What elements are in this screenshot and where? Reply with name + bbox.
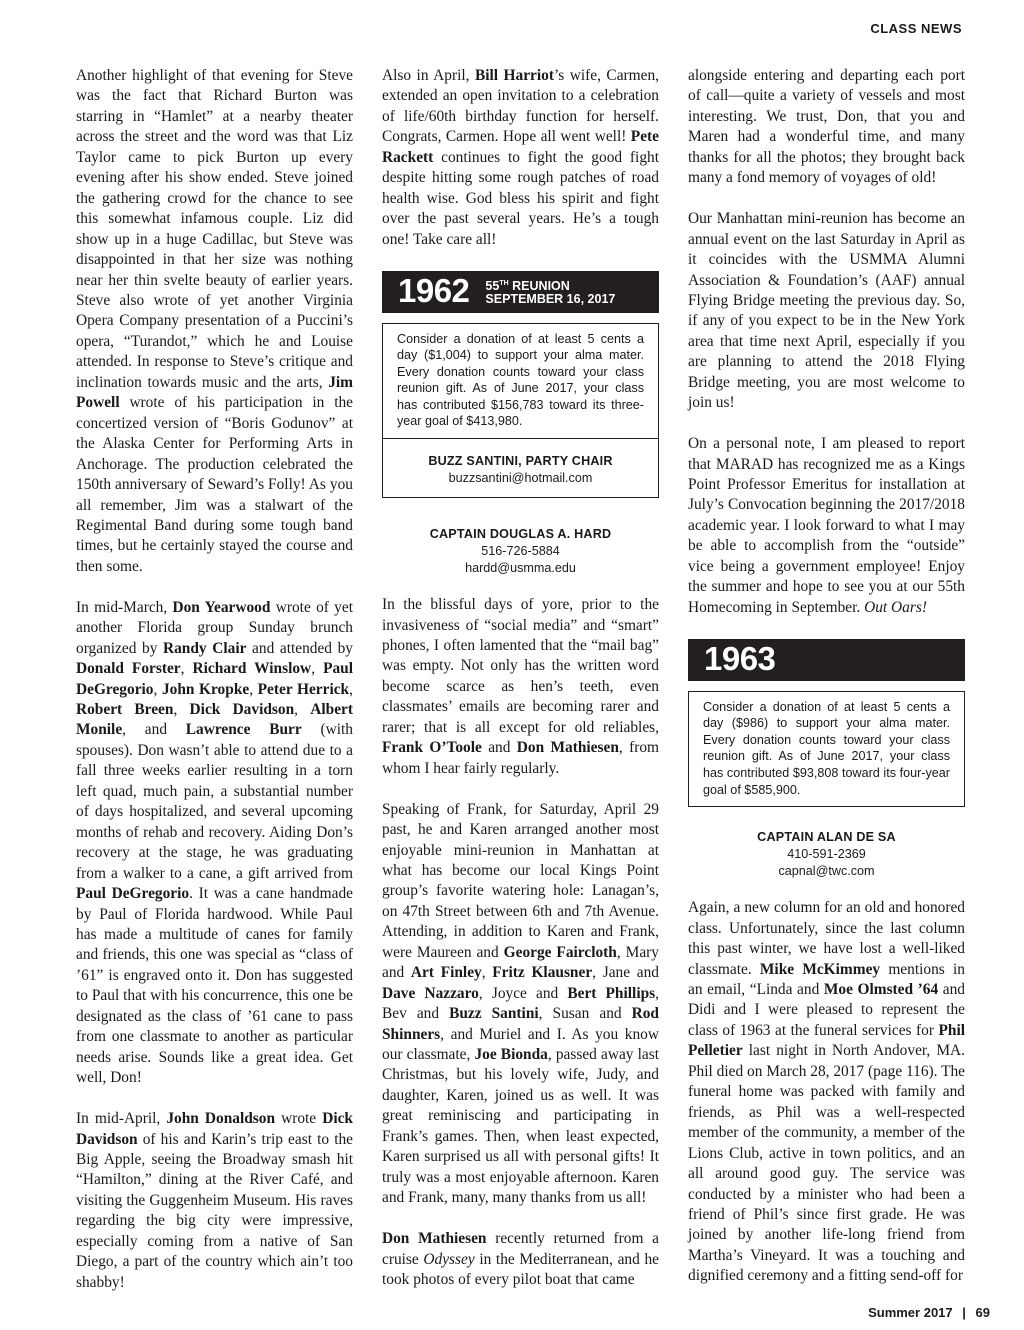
- contact-name: BUZZ SANTINI, PARTY CHAIR: [428, 454, 613, 469]
- class-year-banner-1963: [688, 639, 965, 681]
- paragraph: In the blissful days of yore, prior to the invasiveness of “social media” and “smart” phones, I often lamented that the “mail bag” was empty. Not only has the written word become scarce as hen’s teeth, even classmates’ emails are becoming rarer and rarer; that is all except for old reliables, Frank O’Toole and Don Mathiesen, from whom I hear fairly regularly.: [382, 596, 659, 777]
- paragraph: In mid-March, Don Yearwood wrote of yet another Florida group Sunday brunch organized by Randy Clair and attended by Donald Forster, Richard Winslow, Paul DeGregorio, John Kropke, Peter Herrick, Robert Breen, Dick Davidson, Albert Monile, and Lawrence Burr (with spouses). Don wasn’t able to attend due to a fall three weeks earlier resulting in a torn left quad, much pain, a substantial number of days hospitalized, and several upcoming months of rehab and recovery. Aiding Don’s recovery at the stage, he was graduating from a walker to a cane, a gift arrived from Paul DeGregorio. It was a cane handmade by Paul of Florida hardwood. While Paul has made a multitude of canes for family and friends, this one was special as “class of ’61” is engraved onto it. Don has suggested to Paul that with his concurrence, this one be designated as the class of ’61 cane to pass from one classmate to another as particular needs arise. Sounds like a great idea. Get well, Don!: [76, 598, 354, 1087]
- page-footer: [868, 1305, 990, 1320]
- contact-phone: 410-591-2369: [787, 847, 866, 862]
- section-header: CLASS NEWS: [870, 21, 962, 36]
- donation-box: Consider a donation of at least 5 cents a day ($1,004) to support your alma mater. Every donation counts toward your class reunion gift. As of June 2017, your class has contributed $156,783 toward its three-year goal of $413,980.: [382, 323, 659, 440]
- class-year: 1963: [704, 640, 776, 678]
- paragraph: Again, a new column for an old and honored class. Unfortunately, since the last column this past winter, we have lost a well-liked classmate. Mike McKimmey mentions in an email, “Linda and Moe Olmsted ’64 and Didi and I were pleased to represent the class of 1963 at the funeral services for Phil Pelletier last night in North Andover, MA. Phil died on March 28, 2017 (page 116). The funeral home was packed with family and friends, as Phil was a well-respected member of the community, a member of the Lions Club, active in town politics, and an all around good guy. The service was conducted by a minister who had been a friend of Phil’s since first grade. He was joined by another life-long friend from Martha’s Vineyard. It was a touching and dignified ceremony and a fitting send-off for: [688, 899, 965, 1285]
- paragraph: Our Manhattan mini-reunion has become an annual event on the last Saturday in April as it coincides with the USMMA Alumni Association & Foundation’s (AAF) annual Flying Bridge meeting the previous day. So, if any of you expect to be in the New York area that time next April, especially if you are planning to attend the 2018 Flying Bridge meeting, you are most welcome to join us!: [688, 210, 965, 412]
- contact-email[interactable]: buzzsantini@hotmail.com: [448, 471, 593, 486]
- column-2: [382, 66, 659, 1311]
- class-year: 1962: [398, 272, 470, 310]
- contact-phone: 516-726-5884: [481, 544, 560, 559]
- issue-label: Summer 2017: [868, 1305, 953, 1320]
- footer-separator: |: [962, 1305, 966, 1320]
- class-year-banner-1962: [382, 271, 659, 313]
- reunion-info: 55TH REUNION SEPTEMBER 16, 2017: [485, 279, 616, 307]
- party-chair-contact: [382, 439, 659, 498]
- column-3: [688, 66, 965, 1307]
- column-1: [76, 66, 353, 1314]
- donation-box: Consider a donation of at least 5 cents a day ($986) to support your alma mater. Every donation counts toward your class reunion gift. As of June 2017, your class has contributed $93,808 toward its four-year goal of $585,900.: [688, 691, 965, 808]
- class-secretary-contact: [382, 526, 659, 577]
- contact-email[interactable]: capnal@twc.com: [778, 864, 875, 879]
- paragraph: Also in April, Bill Harriot’s wife, Carmen, extended an open invitation to a celebration of life/60th birthday function for herself. Congrats, Carmen. Hope all went well! Pete Rackett continues to fight the good fight despite hitting some rough patches of road health wise. God bless his spirit and fight over the past several years. He’s a tough one! Take care all!: [382, 67, 659, 248]
- paragraph: Another highlight of that evening for Steve was the fact that Richard Burton was starring in “Hamlet” at a nearby theater across the street and the word was that Liz Taylor came to pick Burton up every evening after his show ended. Steve joined the gathering crowd for the chance to see this somewhat infamous couple. Liz did show up in a huge Cadillac, but Steve was disappointed in that her size was nothing near her thin svelte beauty of earlier years. Steve also wrote of yet another Virginia Opera Company presentation of a Puccini’s opera, “Turandot,” which he and Louise attended. In response to Steve’s critique and inclination towards music and the arts, Jim Powell wrote of his participation in the concertized version of “Boris Godunov” at the Alaska Center for Performing Arts in Anchorage. The production celebrated the 150th anniversary of Seward’s Folly! As you all remember, Jim was a stalwart of the Regimental Band during some tough band times, but he certainly stayed the course and then some.: [76, 67, 353, 575]
- paragraph: alongside entering and departing each port of call—quite a variety of vessels and most interesting. We trust, Don, that you and Maren had a wonderful time, and many thanks for all the photos; they brought back many a fond memory of voyages of old!: [688, 67, 965, 187]
- page-number: 69: [975, 1305, 990, 1320]
- contact-name: CAPTAIN ALAN DE SA: [757, 830, 896, 845]
- paragraph: On a personal note, I am pleased to report that MARAD has recognized me as a Kings Point Professor Emeritus for installation at July’s Convocation beginning the 2017/2018 academic year. I look forward to what I may be able to accomplish from the “outside” vice being a government employee! Enjoy the summer and hope to see you at our 55th Homecoming in September. Out Oars!: [688, 435, 965, 616]
- paragraph: In mid-April, John Donaldson wrote Dick Davidson of his and Karin’s trip east to the Big Apple, seeing the Broadway smash hit “Hamilton,” dining at the River Café, and visiting the Guggenheim Museum. His raves regarding the big city were impressive, especially coming from a native of San Diego, a part of the country which ain’t too shabby!: [76, 1110, 353, 1291]
- class-secretary-contact: [688, 829, 965, 880]
- contact-name: CAPTAIN DOUGLAS A. HARD: [429, 527, 612, 542]
- paragraph: Speaking of Frank, for Saturday, April 29 past, he and Karen arranged another most enjoyable mini-reunion in Manhattan at what has become our local Kings Point group’s favorite watering hole: Lanagan’s, on 47th Street between 6th and 7th Avenue. Attending, in addition to Karen and Frank, were Maureen and George Faircloth, Mary and Art Finley, Fritz Klausner, Jane and Dave Nazzaro, Joyce and Bert Phillips, Bev and Buzz Santini, Susan and Rod Shinners, and Muriel and I. As you know our classmate, Joe Bionda, passed away last Christmas, but his lovely wife, Judy, and daughter, Karen, joined us as well. It was great reminiscing and participating in Frank’s games. Then, when least expected, Karen surprised us all with personal gifts! It truly was a most enjoyable afternoon. Karen and Frank, many, many thanks from us all!: [382, 800, 660, 1207]
- paragraph: Don Mathiesen recently returned from a cruise Odyssey in the Mediterranean, and he took photos of every pilot boat that came: [382, 1230, 659, 1288]
- contact-email[interactable]: hardd@usmma.edu: [465, 561, 576, 576]
